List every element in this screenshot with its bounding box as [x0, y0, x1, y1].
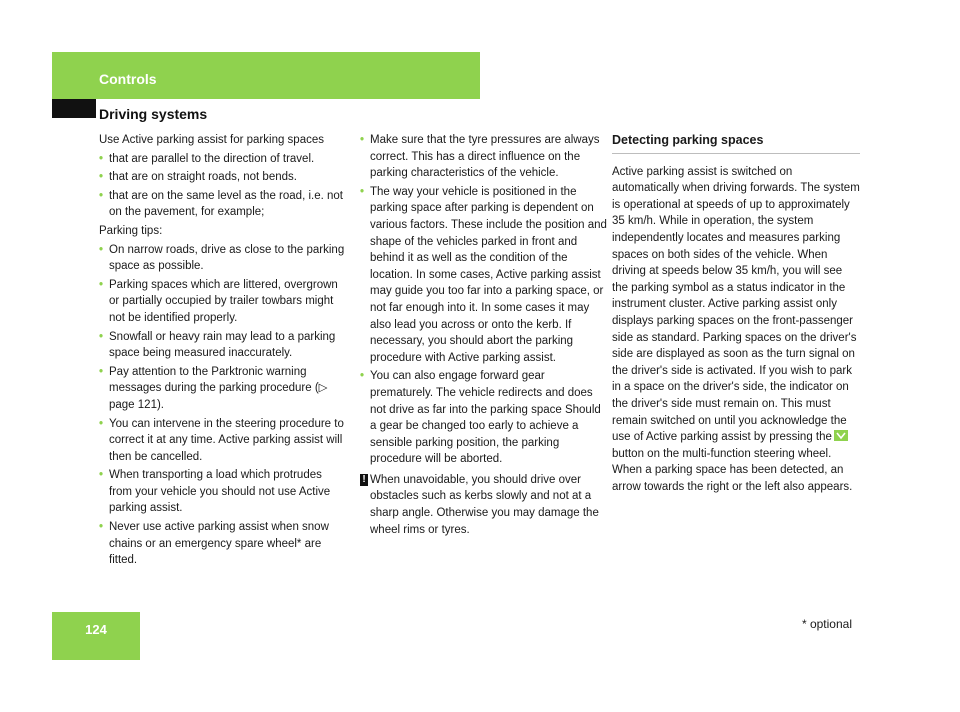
bullet-icon: • [99, 365, 104, 378]
warning-note: ! When unavoidable, you should drive over obstacles such as kerbs slowly and not at a sharp angle. Otherwise you may damage the wheel rims or tyres. [360, 472, 608, 538]
column-middle [360, 132, 608, 538]
list-item: • Make sure that the tyre pressures are always correct. This has a direct influence on the parking characteristics of the vehicle. [360, 134, 600, 180]
paragraph: Active parking assist is switched on automatically when driving forwards. The system is operational at speeds of up to approximately 35 km/h. While in operation, the system independently locates and measures parking spaces on both sides of the vehicle. When driving at speeds below 35 km/h, you will see the parking symbol as a status indicator in the instrument cluster. Active parking assist only displays parking spaces on the front-passenger side as standard. Parking spaces on the driver's side are displayed as soon as the turn signal on the driver's side is activated. If you wish to park in a space on the driver's side, the indicator on the driver's side must remain on. This must remain switched on until you acknowledge the use of Active parking assist by pressing the button on the multi-function steering wheel. [612, 165, 860, 460]
list-item: • The way your vehicle is positioned in the parking space after parking is dependent on various factors. These include the position and shape of the vehicles parked in front and behind it as well as the condition of the location. In some cases, Active parking assist may guide you too far into a parking space, or not far enough into it. In some cases it may also lead you across or onto the kerb. If necessary, you should abort the parking procedure with Active parking assist. [360, 185, 607, 364]
list-item: • that are parallel to the direction of travel. [99, 151, 347, 168]
bullet-icon: • [360, 185, 365, 198]
footnote: * optional [801, 617, 852, 631]
list-item: • You can also engage forward gear prematurely. The vehicle redirects and does not drive as far into the parking space Should a gear be changed too early to achieve a sensible parking position, the parking procedure will be aborted. [360, 370, 601, 466]
intro-text: Use Active parking assist for parking spaces [99, 134, 324, 146]
list-item: • You can intervene in the steering procedure to correct it at any time. Active parking assist will then be cancelled. [99, 417, 344, 463]
list-item: • When transporting a load which protrudes from your vehicle you should not use Active parking assist. [99, 469, 331, 515]
bullet-icon: • [99, 171, 104, 184]
bullet-icon: • [360, 370, 365, 383]
list-item: • Snowfall or heavy rain may lead to a parking space being measured inaccurately. [99, 330, 336, 360]
page-number-box [52, 612, 140, 660]
bullet-icon: • [99, 278, 104, 291]
bullet-icon: • [99, 243, 104, 256]
list-item: • Never use active parking assist when snow chains or an emergency spare wheel* are fitted. [99, 521, 329, 567]
section-heading: Detecting parking spaces [612, 132, 860, 154]
bullet-icon: • [360, 134, 365, 146]
list-item: • On narrow roads, drive as close to the parking space as possible. [99, 243, 345, 273]
section-title: Controls [99, 71, 157, 87]
list-item: • Pay attention to the Parktronic warning messages during the parking procedure (▷ page 121). [99, 365, 328, 411]
page-number: 124 [85, 622, 107, 637]
tips-label: Parking tips: [99, 224, 163, 237]
paragraph: When a parking space has been detected, an arrow towards the right or the left also appears. [612, 464, 853, 493]
bullet-icon: • [99, 469, 104, 482]
check-button-icon [834, 430, 848, 441]
list-item: • that are on straight roads, not bends. [99, 169, 347, 186]
bullet-icon: • [99, 521, 104, 534]
list-item: • that are on the same level as the road, i.e. not on the pavement, for example; [99, 189, 343, 219]
bullet-icon: • [99, 152, 104, 165]
warning-icon: ! [360, 474, 368, 486]
column-left [99, 132, 347, 571]
subsection-title: Driving systems [99, 106, 208, 122]
list-item: • Parking spaces which are littered, overgrown or partially occupied by trailer towbars might not be identified properly. [99, 278, 338, 324]
bullet-icon: • [99, 189, 104, 202]
bullet-icon: • [99, 417, 104, 430]
column-right [612, 132, 860, 495]
subsection-marker [52, 99, 96, 118]
bullet-icon: • [99, 330, 104, 343]
